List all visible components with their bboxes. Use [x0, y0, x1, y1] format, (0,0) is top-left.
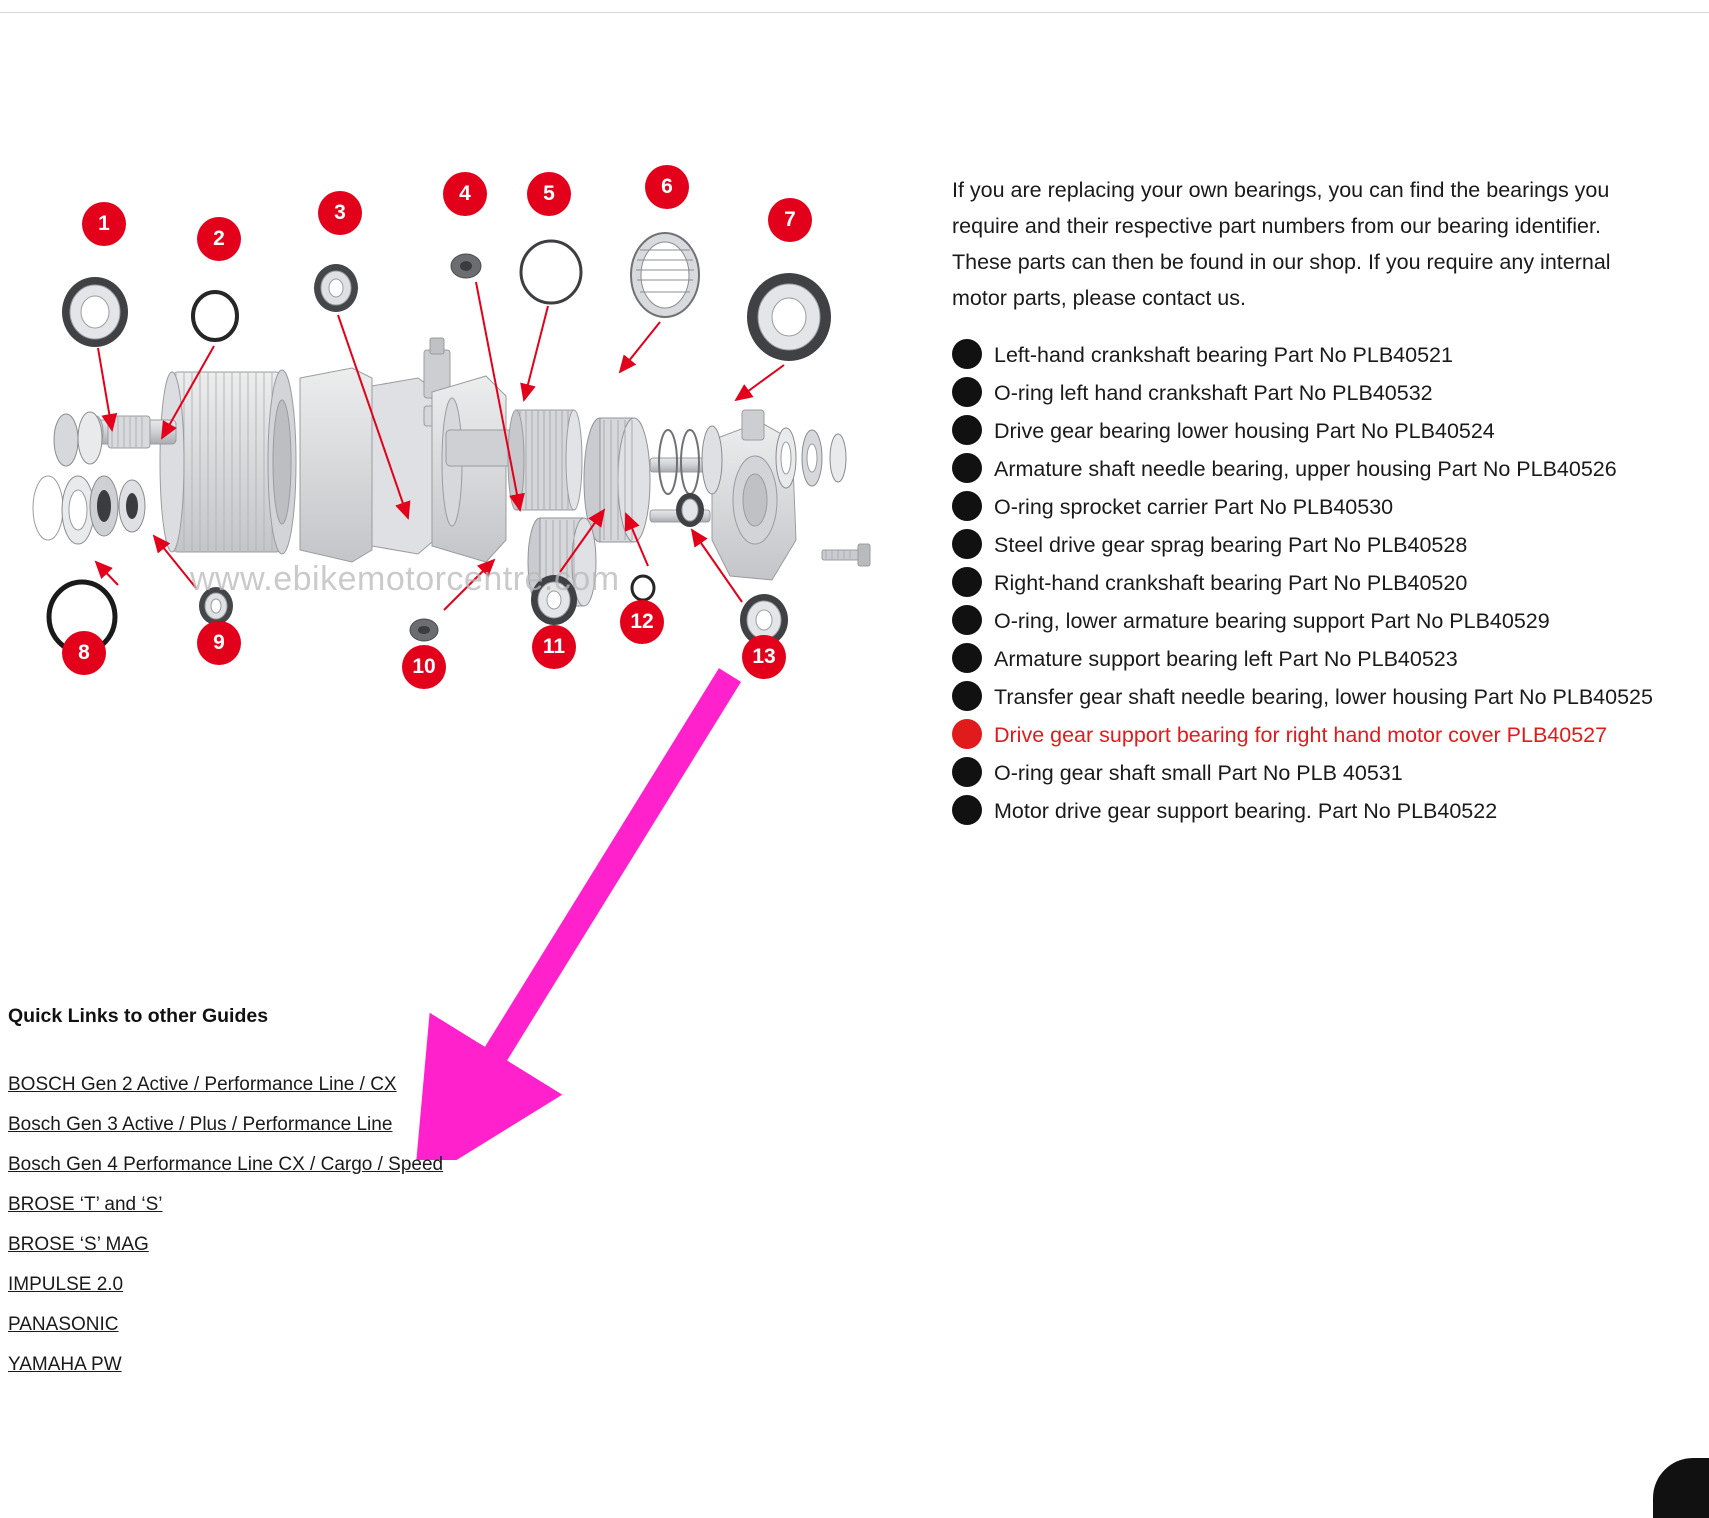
bearing-label: O-ring left hand crankshaft Part No PLB40532 — [994, 381, 1433, 405]
bearing-number-badge: 6 — [952, 529, 982, 559]
intro-paragraph: If you are replacing your own bearings, you can find the bearings you require and their respective part numbers from our bearing identifier. These parts can then be found in our shop. If you require any internal motor parts, please contact us. — [952, 177, 1611, 310]
bearing-number-badge: 12 — [952, 757, 982, 787]
quick-links-title: Quick Links to other Guides — [8, 1005, 269, 1027]
diagram-callout-5: 5 — [527, 172, 571, 216]
bearing-item — [937, 603, 1709, 639]
bearing-number-badge: 3 — [952, 415, 982, 445]
watermark-text: www.ebikemotorcentre.com — [190, 560, 620, 598]
bearing-item — [933, 717, 1709, 753]
bearing-label: Armature shaft needle bearing, upper housing Part No PLB40526 — [994, 457, 1617, 481]
bearing-number-badge: 9 — [952, 643, 982, 673]
bearing-label: Steel drive gear sprag bearing Part No PLB40528 — [994, 533, 1468, 557]
bearing-info-pane — [933, 150, 1709, 831]
bearing-number-badge: 13 — [952, 795, 982, 825]
quick-link[interactable]: IMPULSE 2.0 — [8, 1274, 124, 1295]
bearing-number-badge: 11 — [952, 719, 982, 749]
diagram-callout-9: 9 — [197, 621, 241, 665]
bearing-number-badge: 1 — [952, 339, 982, 369]
diagram-callout-12: 12 — [620, 600, 664, 644]
quick-link[interactable]: BOSCH Gen 2 Active / Performance Line / CX — [8, 1074, 397, 1095]
quick-links-list — [8, 1074, 648, 1376]
bearing-label: Drive gear bearing lower housing Part No PLB40524 — [994, 419, 1495, 443]
quick-links-section — [8, 1005, 648, 1394]
bearing-item — [937, 565, 1709, 601]
bearing-label: O-ring sprocket carrier Part No PLB40530 — [994, 495, 1394, 519]
bearing-item — [933, 793, 1709, 829]
bearing-item — [937, 527, 1709, 563]
bearing-number-badge: 8 — [952, 605, 982, 635]
diagram-callout-7: 7 — [768, 198, 812, 242]
diagram-callout-3: 3 — [318, 191, 362, 235]
quick-link[interactable]: BROSE ‘T’ and ‘S’ — [8, 1194, 163, 1215]
bearing-item — [937, 375, 1709, 411]
bearing-item — [937, 489, 1709, 525]
bearing-label: Armature support bearing left Part No PLB40523 — [994, 647, 1458, 671]
quick-link[interactable]: Bosch Gen 4 Performance Line CX / Cargo / Speed — [8, 1154, 444, 1175]
diagram-callout-13: 13 — [742, 635, 786, 679]
diagram-callout-4: 4 — [443, 172, 487, 216]
diagram-callout-8: 8 — [62, 631, 106, 675]
bearing-label: O-ring, lower armature bearing support Part No PLB40529 — [994, 609, 1550, 633]
bearing-number-badge: 5 — [952, 491, 982, 521]
bearing-label: Motor drive gear support bearing. Part No PLB40522 — [994, 799, 1498, 823]
bearing-item — [937, 451, 1709, 487]
bearing-item — [933, 755, 1709, 791]
bearing-label: Transfer gear shaft needle bearing, lower housing Part No PLB40525 — [994, 685, 1653, 709]
quick-link[interactable]: Bosch Gen 3 Active / Plus / Performance Line — [8, 1114, 393, 1135]
bearing-item — [933, 679, 1709, 715]
bearing-item — [937, 413, 1709, 449]
header-divider — [0, 12, 1709, 13]
bearing-item — [937, 641, 1709, 677]
bearing-part-list — [933, 337, 1709, 829]
bearing-label: Left-hand crankshaft bearing Part No PLB40521 — [994, 343, 1453, 367]
quick-link[interactable]: YAMAHA PW — [8, 1354, 122, 1375]
quick-link[interactable]: BROSE ‘S’ MAG — [8, 1234, 149, 1255]
diagram-callout-1: 1 — [82, 202, 126, 246]
diagram-callout-11: 11 — [532, 625, 576, 669]
diagram-callout-2: 2 — [197, 217, 241, 261]
corner-widget[interactable] — [1653, 1458, 1709, 1518]
bearing-item — [937, 337, 1709, 373]
diagram-callout-10: 10 — [402, 645, 446, 689]
bearing-number-badge: 7 — [952, 567, 982, 597]
bearing-label: Right-hand crankshaft bearing Part No PLB40520 — [994, 571, 1468, 595]
quick-link[interactable]: PANASONIC — [8, 1314, 119, 1335]
diagram-callout-6: 6 — [645, 165, 689, 209]
bearing-label: O-ring gear shaft small Part No PLB 40531 — [994, 761, 1403, 785]
bearing-number-badge: 2 — [952, 377, 982, 407]
bearing-number-badge: 10 — [952, 681, 982, 711]
bearing-number-badge: 4 — [952, 453, 982, 483]
bearing-label: Drive gear support bearing for right hand motor cover PLB40527 — [994, 723, 1608, 747]
